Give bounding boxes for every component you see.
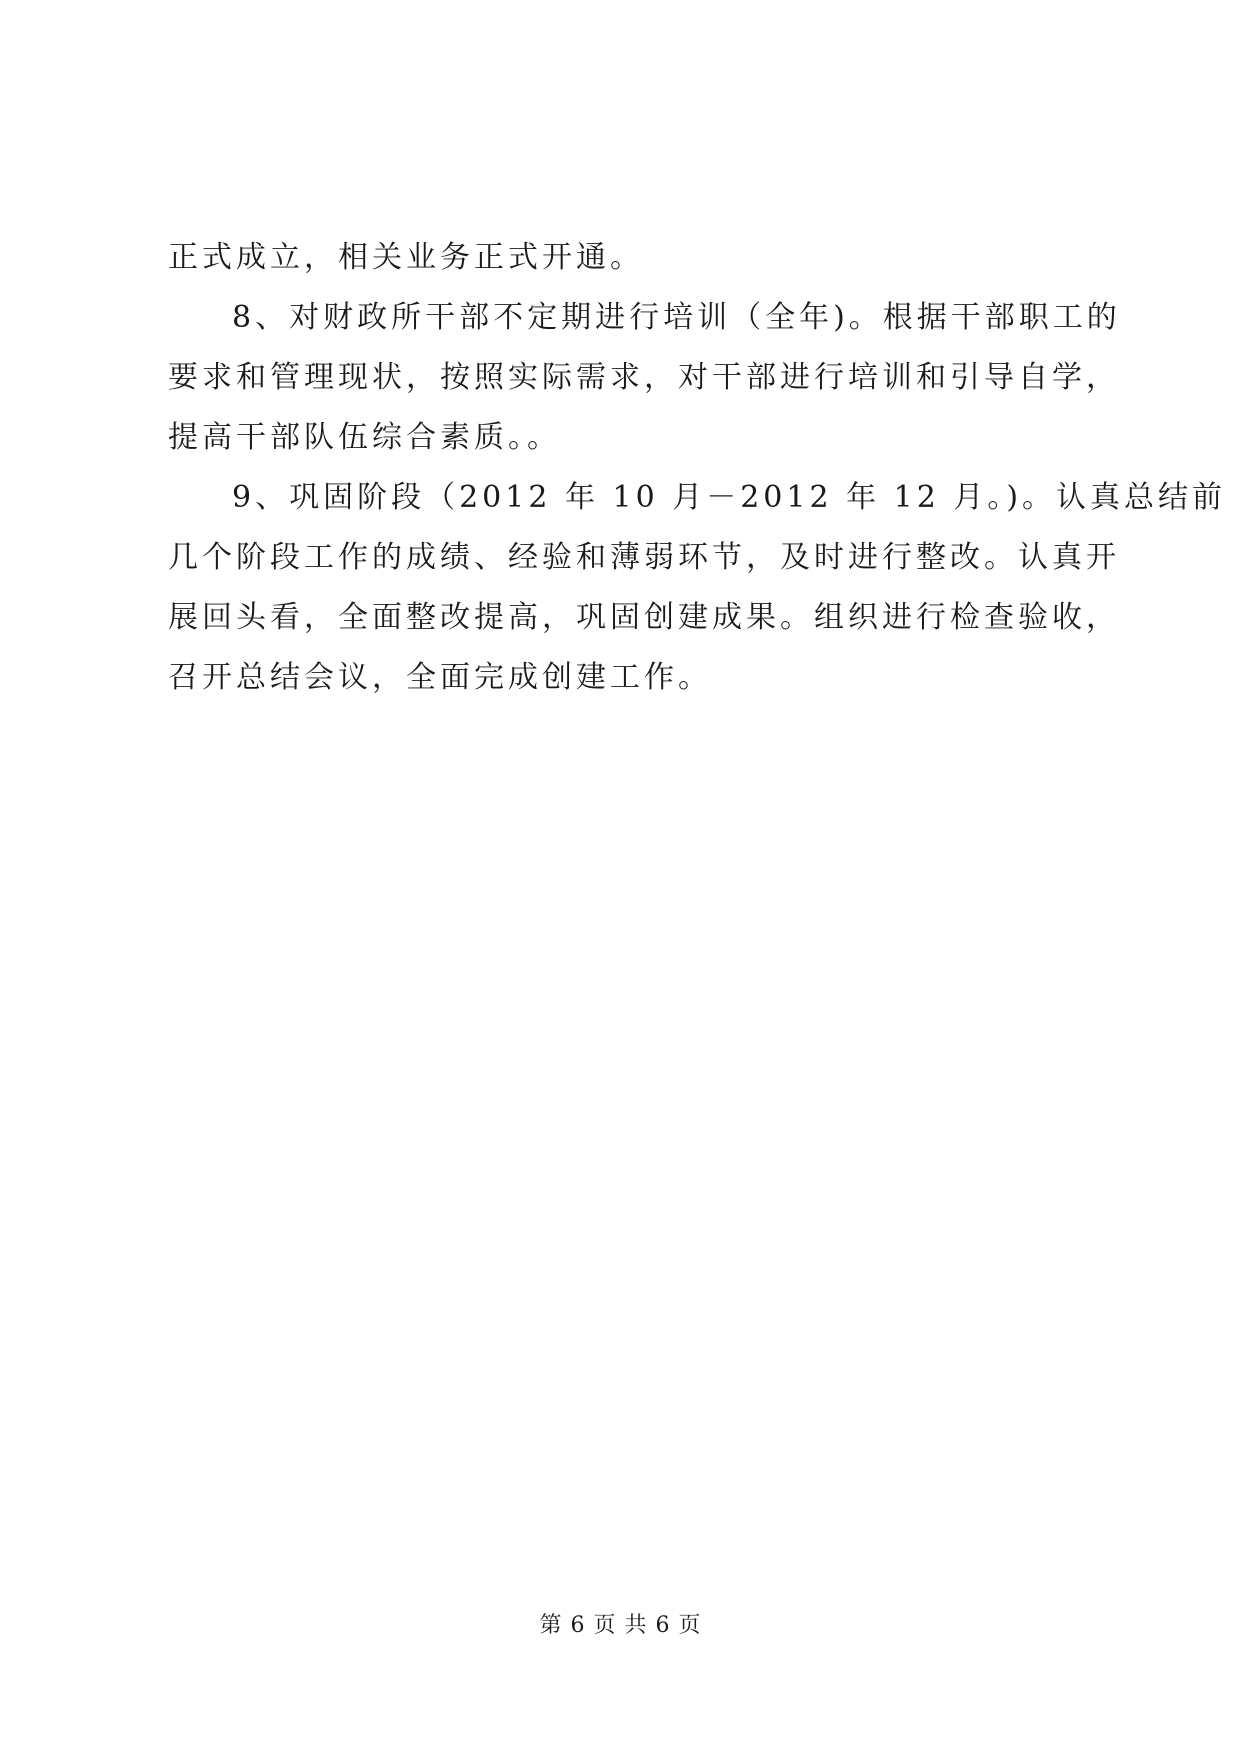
page-number-footer: 第 6 页 共 6 页 <box>539 1613 702 1638</box>
paragraph-line: 召开总结会议，全面完成创建工作。 <box>168 660 712 695</box>
paragraph-line: 几个阶段工作的成绩、经验和薄弱环节，及时进行整改。认真开 <box>168 540 1120 575</box>
paragraph-line: 提高干部队伍综合素质。。 <box>168 420 561 455</box>
document-body <box>168 228 1227 708</box>
paragraph-line: 9、巩固阶段（2012 年 10 月－2012 年 12 月。)。认真总结前 <box>232 480 1227 515</box>
paragraph-line: 正式成立，相关业务正式开通。 <box>168 240 644 275</box>
paragraph-line: 要求和管理现状，按照实际需求，对干部进行培训和引导自学， <box>168 360 1120 395</box>
paragraph-line: 8、对财政所干部不定期进行培训（全年)。根据干部职工的 <box>232 300 1121 335</box>
paragraph-line: 展回头看，全面整改提高，巩固创建成果。组织进行检查验收， <box>168 600 1120 635</box>
